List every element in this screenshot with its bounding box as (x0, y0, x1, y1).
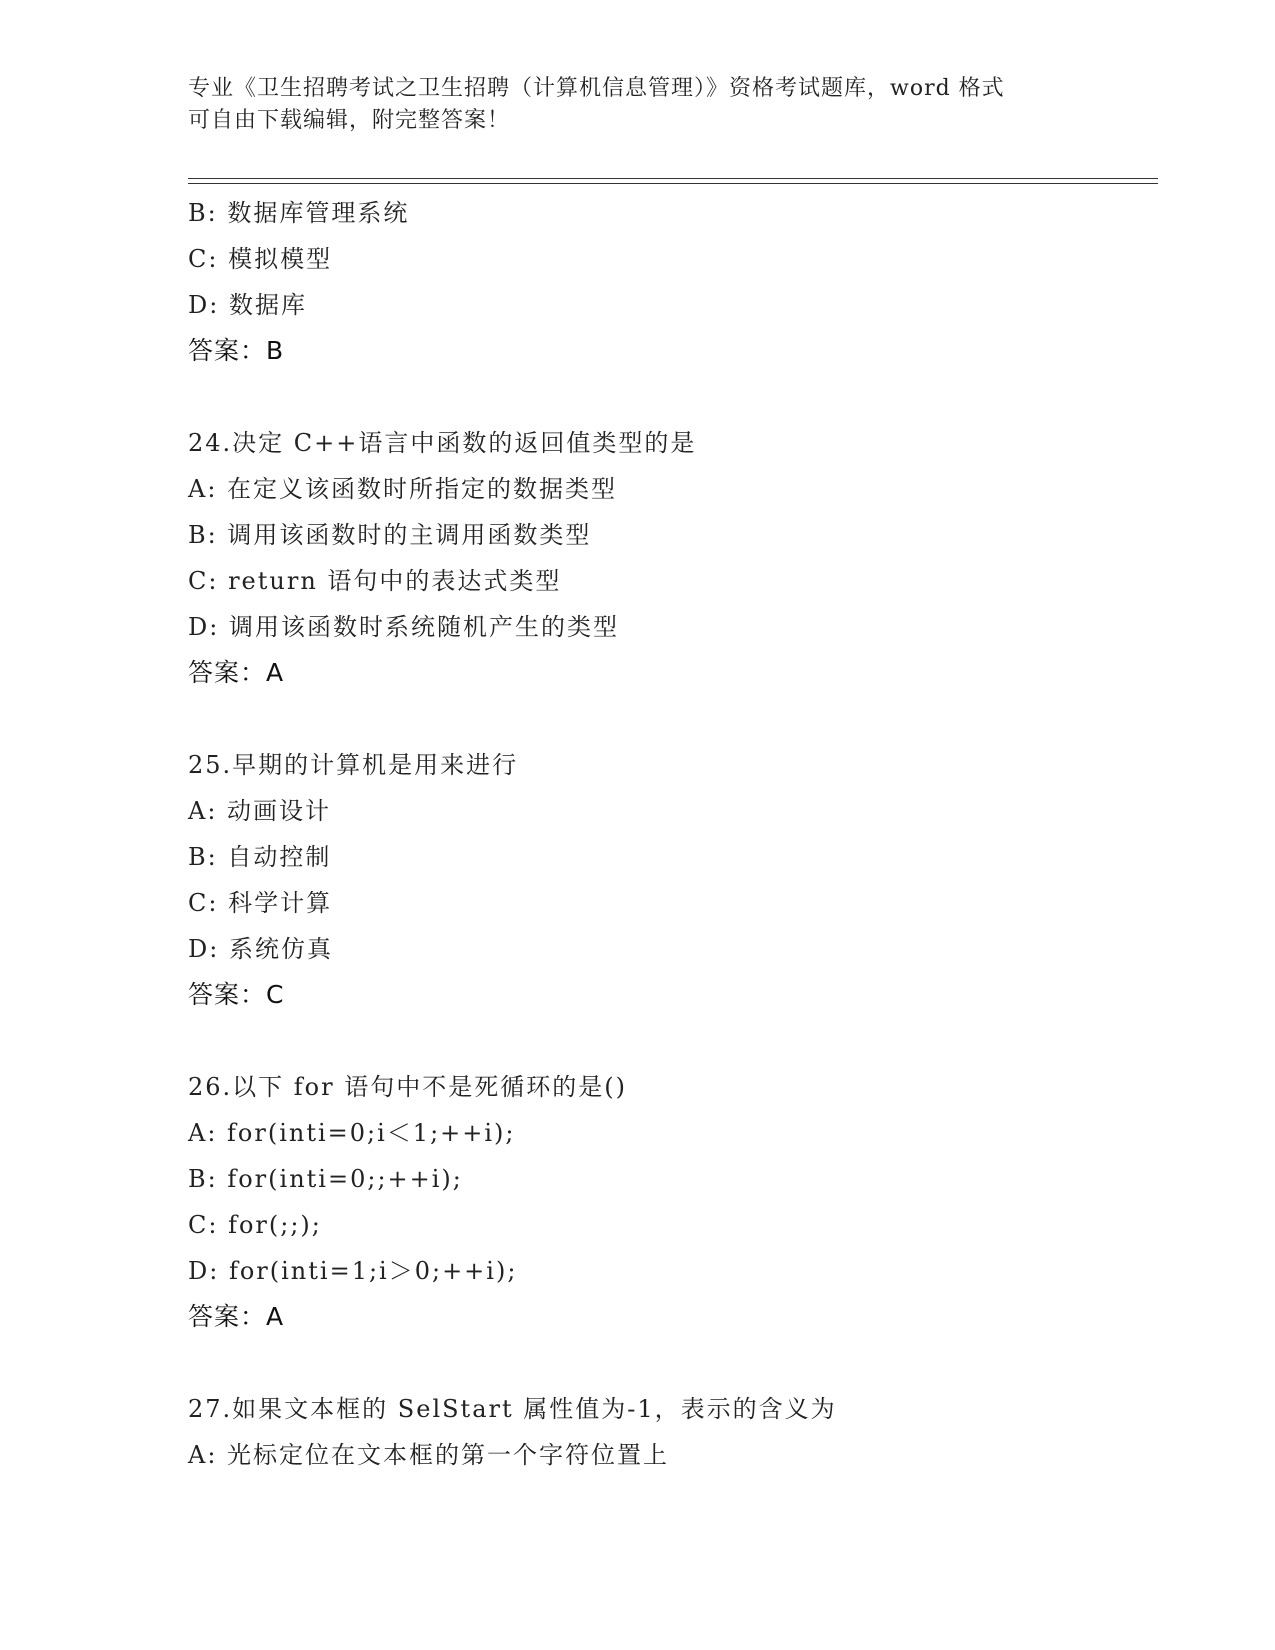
question-text: 27.如果文本框的 SelStart 属性值为-1，表示的含义为 (188, 1395, 837, 1423)
question-block (188, 190, 1158, 374)
answer-line: 答案：A (188, 1302, 285, 1331)
question-list (188, 190, 1158, 1478)
option-b: B: 调用该函数时的主调用函数类型 (188, 521, 592, 549)
option-b: B: 自动控制 (188, 843, 332, 871)
header-line-1: 专业《卫生招聘考试之卫生招聘（计算机信息管理）》资格考试题库，word 格式 (188, 76, 1005, 101)
option-a: A: for(inti=0;i＜1;++i); (188, 1119, 516, 1147)
option-b: B: for(inti=0;;++i); (188, 1165, 463, 1193)
answer-line: 答案：B (188, 336, 285, 365)
question-block (188, 1064, 1158, 1340)
spacer (188, 696, 1158, 742)
option-c: C: return 语句中的表达式类型 (188, 567, 562, 595)
question-block (188, 742, 1158, 1018)
option-d: D: for(inti=1;i＞0;++i); (188, 1257, 518, 1285)
question-block (188, 1386, 1158, 1478)
option-c: C: 科学计算 (188, 889, 333, 917)
option-b: B: 数据库管理系统 (188, 199, 410, 227)
question-text: 26.以下 for 语句中不是死循环的是() (188, 1073, 627, 1101)
question-text: 25.早期的计算机是用来进行 (188, 751, 519, 779)
question-block (188, 420, 1158, 696)
header-divider-bottom (188, 183, 1158, 184)
option-a: A: 动画设计 (188, 797, 332, 825)
spacer (188, 1340, 1158, 1386)
spacer (188, 1018, 1158, 1064)
option-c: C: for(;;); (188, 1211, 322, 1239)
answer-line: 答案：C (188, 980, 285, 1009)
header-line-2: 可自由下载编辑，附完整答案！ (188, 108, 511, 133)
spacer (188, 374, 1158, 420)
option-d: D: 数据库 (188, 291, 307, 319)
answer-line: 答案：A (188, 658, 285, 687)
option-a: A: 在定义该函数时所指定的数据类型 (188, 475, 618, 503)
option-a: A: 光标定位在文本框的第一个字符位置上 (188, 1441, 670, 1469)
header-divider-top (188, 178, 1158, 179)
option-c: C: 模拟模型 (188, 245, 333, 273)
document-header (188, 73, 1068, 137)
option-d: D: 系统仿真 (188, 935, 333, 963)
option-d: D: 调用该函数时系统随机产生的类型 (188, 613, 619, 641)
question-text: 24.决定 C++语言中函数的返回值类型的是 (188, 429, 697, 457)
